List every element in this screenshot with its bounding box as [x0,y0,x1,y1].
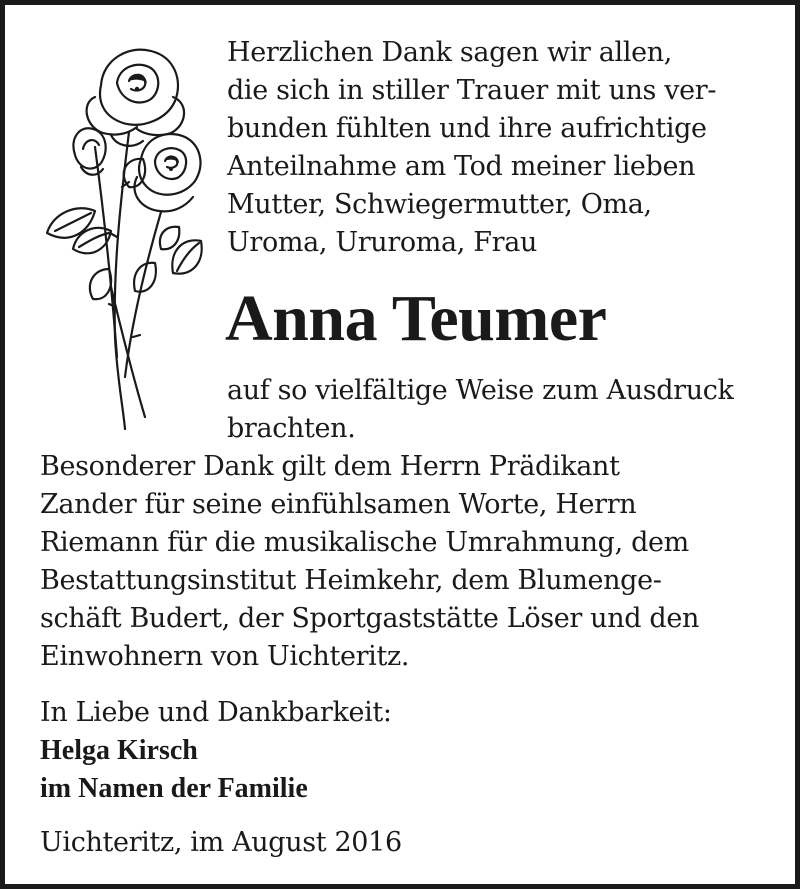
intro-line: bunden fühlten und ihre aufrichtige [227,113,707,144]
thanks-line: Besonderer Dank gilt dem Herrn Prädikant [40,451,620,482]
thanks-line: Zander für seine einfühlsamen Worte, Herrn [40,489,637,520]
intro-line: Uroma, Ururoma, Frau [227,227,537,258]
intro-line: die sich in stiller Trauer mit uns ver- [227,75,717,106]
intro-line: Anteilnahme am Tod meiner lieben [227,151,696,182]
thanks-line: Einwohnern von Uichteritz. [40,641,410,672]
after-name-line: auf so vielfältige Weise zum Ausdruck [227,375,734,406]
signer-note: im Namen der Familie [40,773,308,804]
thanks-line: Riemann für die musikalische Umrahmung, dem [40,527,689,558]
intro-line: Herzlichen Dank sagen wir allen, [227,37,673,68]
signer-name: Helga Kirsch [40,735,198,766]
intro-line: Mutter, Schwiegermutter, Oma, [227,189,652,220]
rose-bouquet-icon [33,37,213,432]
closing-line: In Liebe und Dankbarkeit: [40,697,392,728]
place-date: Uichteritz, im August 2016 [40,827,402,858]
deceased-name: Anna Teumer [225,282,607,355]
thanks-line: Bestattungsinstitut Heimkehr, dem Blumenge- [40,565,662,596]
thanks-line: schäft Budert, der Sportgaststätte Löser und den [40,603,700,634]
after-name-line: brachten. [227,413,356,444]
